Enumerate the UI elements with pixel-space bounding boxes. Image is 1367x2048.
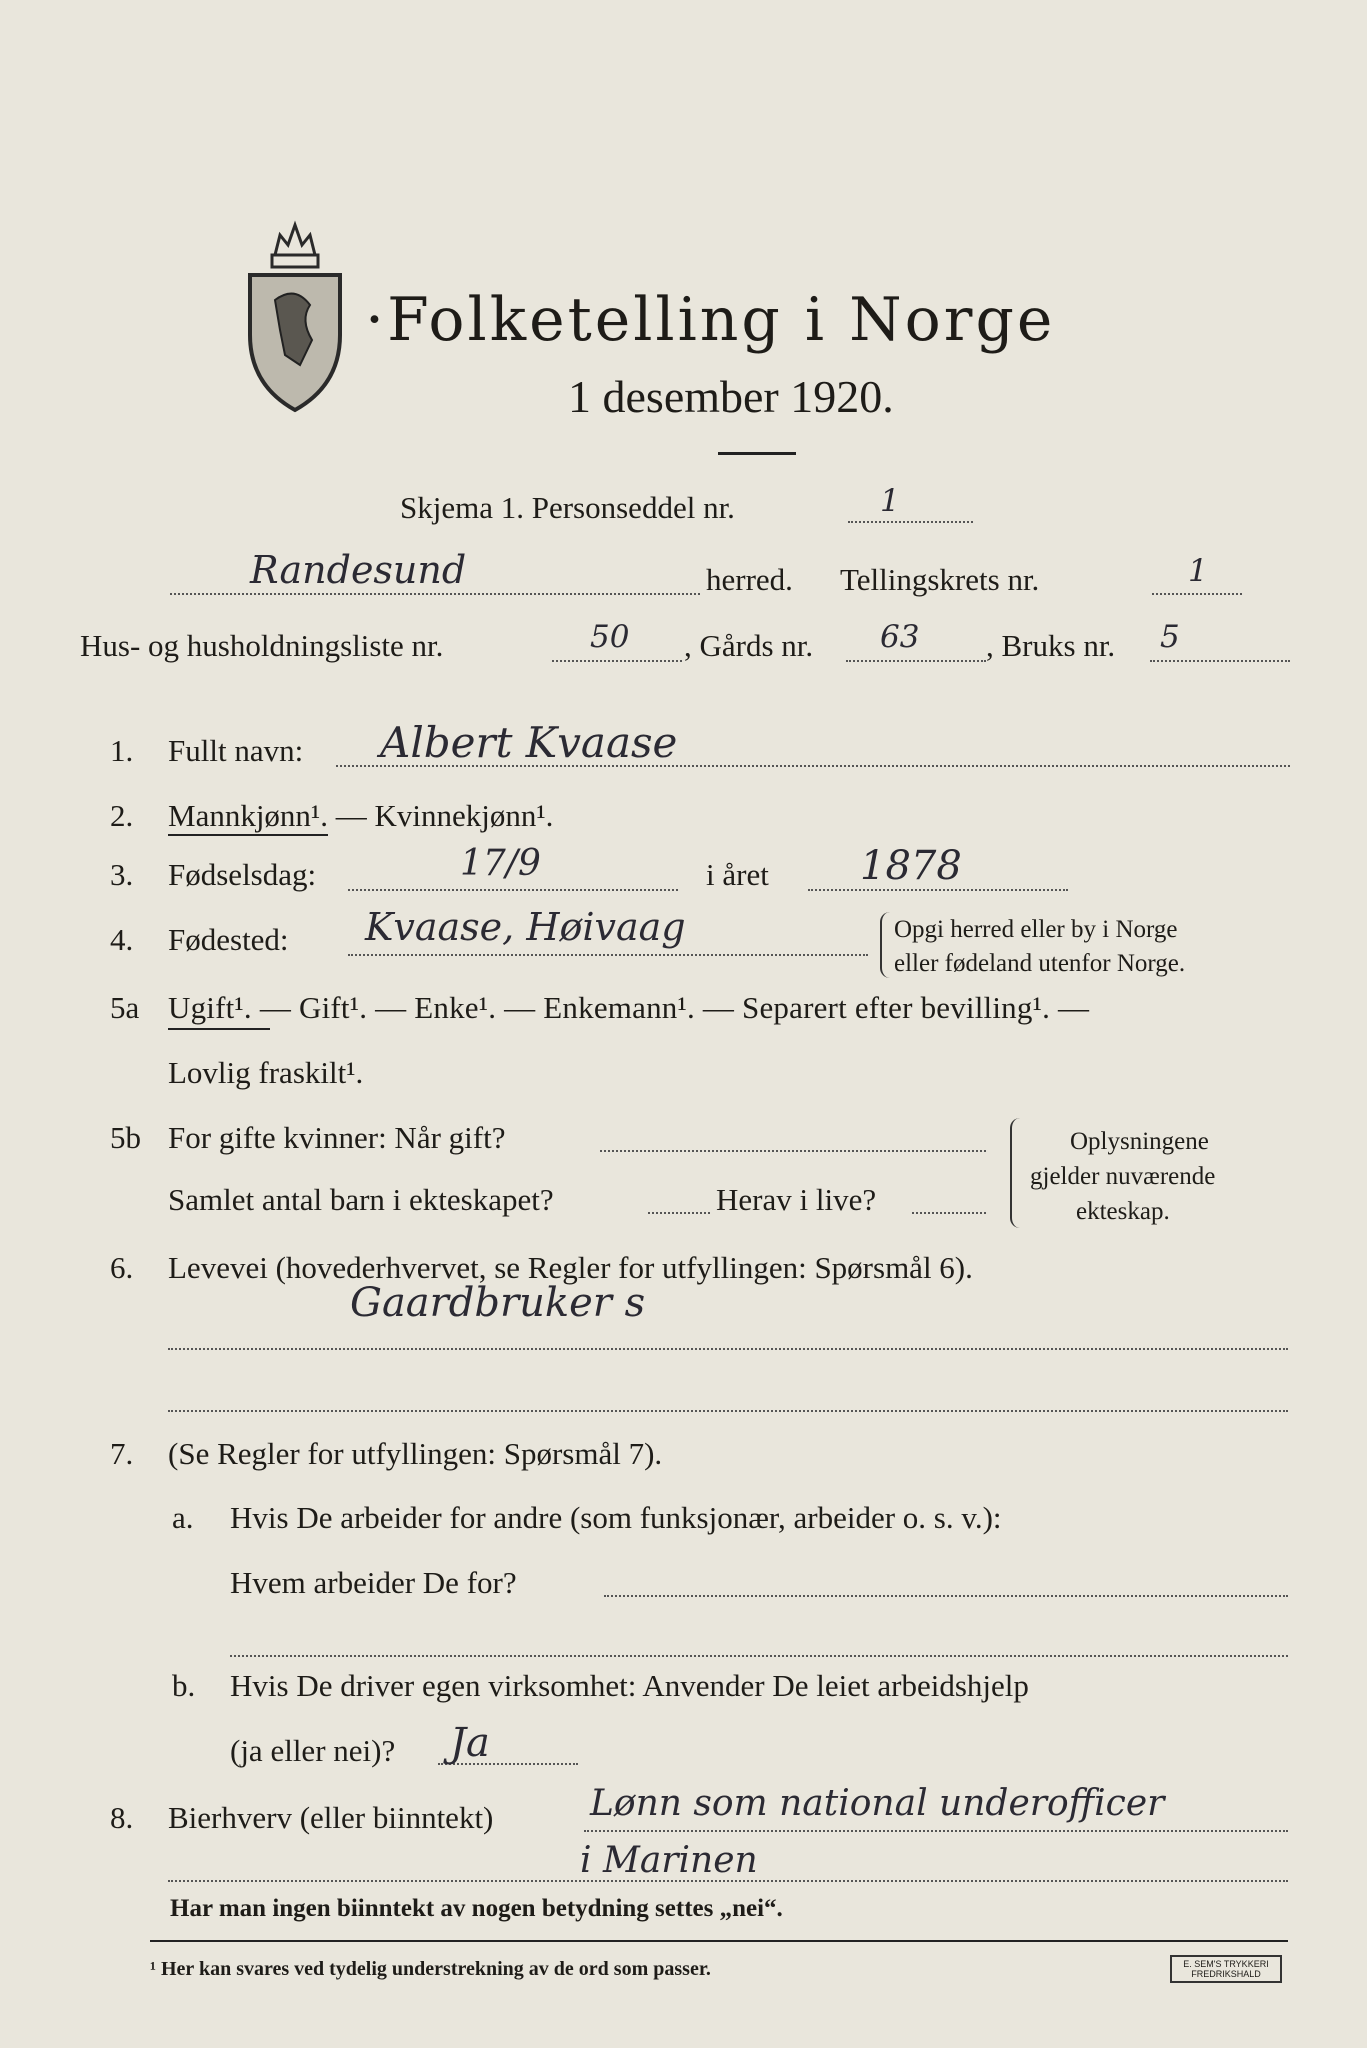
bruks-dots (1150, 660, 1290, 662)
q3-day-dots (348, 889, 678, 891)
herred-label: herred. (706, 562, 793, 597)
q7a-dots (604, 1595, 1288, 1597)
marital-status-options: Ugift¹. — Gift¹. — Enke¹. — Enkemann¹. — Separert efter bevilling¹. — (168, 990, 1090, 1025)
marital-underline (168, 1028, 270, 1030)
q1-number: 1. (110, 733, 134, 768)
side-income-value-2: i Marinen (580, 1840, 758, 1881)
full-name-value: Albert Kvaase (380, 718, 678, 767)
footer-note: Har man ingen biinntekt av nogen betydning settes „nei“. (170, 1895, 783, 1922)
q2-number: 2. (110, 798, 134, 833)
q7a-line-2: Hvem arbeider De for? (230, 1565, 517, 1600)
q7a-number: a. (172, 1500, 194, 1535)
q5b-line-1: For gifte kvinner: Når gift? (168, 1120, 506, 1155)
footnote: ¹ Her kan svares ved tydelig understrekning av de ord som passer. (150, 1958, 711, 1980)
q7b-value: Ja (450, 1720, 490, 1766)
q7a-line-1: Hvis De arbeider for andre (som funksjonær, arbeider o. s. v.): (230, 1500, 1002, 1535)
q8-number: 8. (110, 1800, 134, 1835)
side-income-value-1: Lønn som national underofficer (590, 1783, 1165, 1824)
tellingskrets-nr: 1 (1188, 553, 1208, 589)
q3-year-dots (808, 889, 1068, 891)
q5b-dots-2 (648, 1212, 710, 1214)
bruks-label: , Bruks nr. (986, 628, 1116, 663)
occupation-value: Gaardbruker s (350, 1280, 646, 1326)
year-label: i året (706, 857, 769, 892)
gender-options: Mannkjønn¹. — Kvinnekjønn¹. (168, 798, 554, 833)
printer-stamp: E. SEM'S TRYKKERI FREDRIKSHALD (1170, 1955, 1282, 1983)
q5b-note-2: gjelder nuværende (1030, 1163, 1216, 1190)
q6-dots-2 (168, 1410, 1288, 1412)
q6-number: 6. (110, 1250, 134, 1285)
gender-underline (168, 834, 328, 836)
birth-year-value: 1878 (860, 843, 962, 889)
q5b-dots-1 (600, 1150, 986, 1152)
coat-of-arms-icon (240, 215, 350, 415)
q7-label: (Se Regler for utfyllingen: Spørsmål 7). (168, 1436, 663, 1471)
gards-nr: 63 (880, 619, 920, 655)
q8-dots-1 (584, 1830, 1288, 1832)
tellingskrets-label: Tellingskrets nr. (840, 562, 1040, 597)
q4-note-2: eller fødeland utenfor Norge. (894, 950, 1186, 977)
q8-label: Bierhverv (eller biinntekt) (168, 1800, 494, 1835)
form-subtitle: 1 desember 1920. (568, 371, 894, 422)
footer-rule (150, 1940, 1288, 1942)
q5b-line-2: Samlet antal barn i ekteskapet? (168, 1182, 554, 1217)
household-label: Hus- og husholdningsliste nr. (80, 628, 444, 663)
personseddel-nr: 1 (880, 483, 900, 519)
q3-label: Fødselsdag: (168, 857, 317, 892)
personseddel-dots (848, 521, 973, 523)
hus-dots (552, 660, 682, 662)
gards-label: , Gårds nr. (684, 628, 814, 663)
schema-label: Skjema 1. Personseddel nr. (400, 490, 735, 525)
birth-day-value: 17/9 (460, 843, 541, 884)
herred-dots (170, 593, 700, 595)
tellingskrets-dots (1152, 593, 1242, 595)
marital-status-options-2: Lovlig fraskilt¹. (168, 1055, 364, 1090)
q6-dots-1 (168, 1348, 1288, 1350)
herred-value: Randesund (250, 548, 467, 592)
q5b-brace (1010, 1118, 1022, 1228)
q5b-note-3: ekteskap. (1076, 1198, 1170, 1225)
q5b-number: 5b (110, 1120, 141, 1155)
q7-number: 7. (110, 1436, 134, 1471)
q7a-dots-2 (230, 1655, 1288, 1657)
q5a-number: 5a (110, 990, 140, 1025)
q4-note-1: Opgi herred eller by i Norge (894, 916, 1178, 943)
title-divider (718, 452, 796, 455)
q5b-note-1: Oplysningene (1070, 1128, 1209, 1155)
q4-number: 4. (110, 922, 134, 957)
q1-label: Fullt navn: (168, 733, 304, 768)
q3-number: 3. (110, 857, 134, 892)
hus-nr: 50 (590, 619, 630, 655)
q7b-number: b. (172, 1668, 196, 1703)
birthplace-value: Kvaase, Høivaag (365, 905, 686, 949)
q4-dots (348, 954, 868, 956)
q4-brace (880, 912, 890, 978)
herav-label: Herav i live? (716, 1182, 877, 1217)
q4-label: Fødested: (168, 922, 289, 957)
q7b-line-1: Hvis De driver egen virksomhet: Anvender De leiet arbeidshjelp (230, 1668, 1029, 1703)
q7b-line-2: (ja eller nei)? (230, 1733, 396, 1768)
gards-dots (846, 660, 986, 662)
bruks-nr: 5 (1160, 619, 1180, 655)
form-title: ·Folketelling i Norge (365, 285, 1056, 355)
q6-label: Levevei (hovederhvervet, se Regler for utfyllingen: Spørsmål 6). (168, 1250, 973, 1285)
q5b-dots-3 (912, 1212, 986, 1214)
